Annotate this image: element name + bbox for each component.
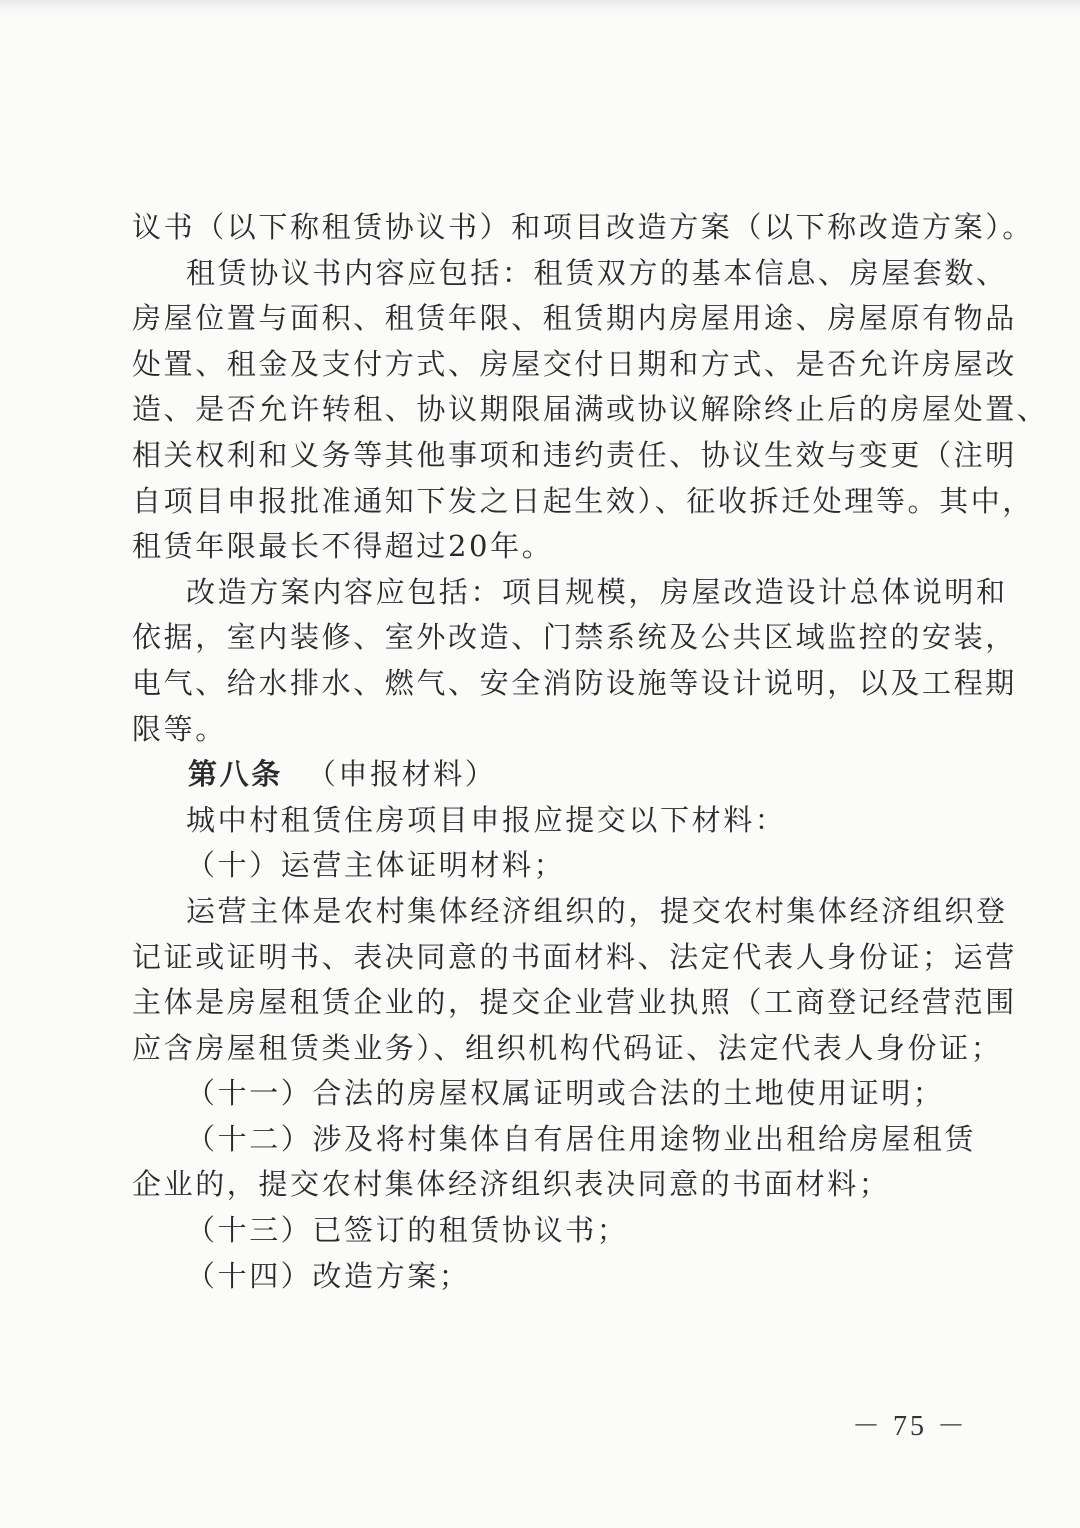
article-heading-line xyxy=(132,752,944,798)
text-line: 自项目申报批准通知下发之日起生效）、征收拆迁处理等。其中， xyxy=(132,483,1034,518)
text-line: 造、是否允许转租、协议期限届满或协议解除终止后的房屋处置、 xyxy=(132,392,1049,427)
text-line: 租赁协议书内容应包括：租赁双方的基本信息、房屋套数、 xyxy=(186,255,1008,290)
text-line: （十二）涉及将村集体自有居住用途物业出租给房屋租赁 xyxy=(186,1121,977,1156)
text-line: 租赁年限最长不得超过20年。 xyxy=(132,529,554,564)
text-line: 议书（以下称租赁协议书）和项目改造方案（以下称改造方案）。 xyxy=(132,210,1034,244)
text-line: 电气、给水排水、燃气、安全消防设施等设计说明，以及工程期 xyxy=(132,665,1017,700)
text-line: 主体是房屋租赁企业的，提交企业营业执照（工商登记经营范围 xyxy=(132,985,1017,1020)
text-line: 运营主体是农村集体经济组织的，提交农村集体经济组织登 xyxy=(186,893,1008,928)
document-body xyxy=(132,205,1049,1299)
text-line: 限等。 xyxy=(132,711,227,746)
text-line: （十四）改造方案； xyxy=(186,1258,471,1293)
text-line: 相关权利和义务等其他事项和违约责任、协议生效与变更（注明 xyxy=(132,437,1017,472)
text-line: （十三）已签订的租赁协议书； xyxy=(186,1213,629,1248)
text-line: （十）运营主体证明材料； xyxy=(186,848,566,883)
text-line: 企业的，提交农村集体经济组织表决同意的书面材料； xyxy=(132,1167,891,1202)
text-line: 改造方案内容应包括：项目规模，房屋改造设计总体说明和 xyxy=(186,574,1008,609)
page-number: － 75 － xyxy=(852,1411,969,1442)
text-line: 应含房屋租赁类业务）、组织机构代码证、法定代表人身份证； xyxy=(132,1030,1003,1065)
text-line: （十一）合法的房屋权属证明或合法的土地使用证明； xyxy=(186,1076,945,1111)
text-line: 记证或证明书、表决同意的书面材料、法定代表人身份证；运营 xyxy=(132,939,1017,974)
article-heading: 第八条 xyxy=(188,757,283,792)
text-line: 城中村租赁住房项目申报应提交以下材料： xyxy=(186,802,787,837)
text-line: 处置、租金及支付方式、房屋交付日期和方式、是否允许房屋改 xyxy=(132,346,1017,381)
text-line: 依据，室内装修、室外改造、门禁系统及公共区域监控的安装， xyxy=(132,620,1017,655)
article-subtitle: （申报材料） xyxy=(306,757,497,792)
scan-top-edge xyxy=(0,0,1080,16)
text-line: 房屋位置与面积、租赁年限、租赁期内房屋用途、房屋原有物品 xyxy=(132,301,1017,336)
